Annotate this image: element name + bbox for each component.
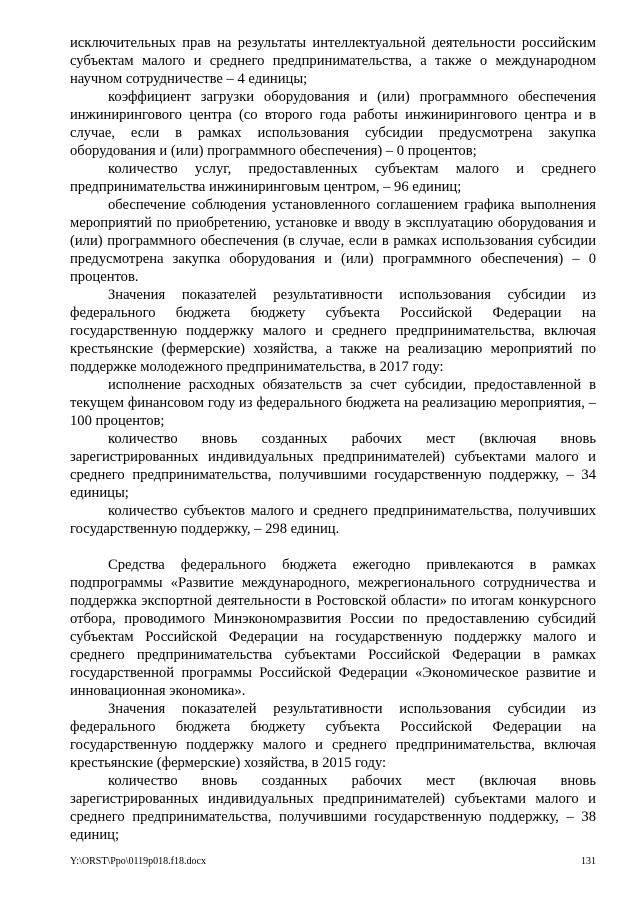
paragraph-services-count: количество услуг, предоставленных субъектам малого и среднего предпринимательства инжиниринговым центром, – 96 единиц; [70,161,596,195]
document-body [70,34,596,844]
paragraph-new-jobs-2015: количество вновь созданных рабочих мест (включая вновь зарегистрированных индивидуальных предпринимателей) субъектами малого и среднего предпринимательства, получившими государственную поддержку, – 38 единиц; [70,773,596,843]
paragraph-new-jobs-2017: количество вновь созданных рабочих мест (включая вновь зарегистрированных индивидуальных предпринимателей) субъектами малого и среднего предпринимательства, получившими государственную поддержку, – 34 единицы; [70,431,596,501]
paragraph-indicators-2015-intro: Значения показателей результативности использования субсидии из федерального бюджета бюджету субъекта Российской Федерации на государственную поддержку малого и среднего предпринимательства, включая крестьянские (фермерские) хозяйства, в 2015 году: [70,701,596,771]
paragraph-supported-entities: количество субъектов малого и среднего предпринимательства, получивших государственную поддержку, – 298 единиц. [70,503,596,537]
footer-file-path: Y:\ORST\Ppo\0119p018.f18.docx [70,856,206,867]
footer-page-number: 131 [581,856,596,867]
paragraph-expenditure-execution: исполнение расходных обязательств за счет субсидии, предоставленной в текущем финансовом году из федерального бюджета на реализацию мероприятия, – 100 процентов; [70,377,596,429]
paragraph-ip-rights-continuation: исключительных прав на результаты интеллектуальной деятельности российским субъектам малого и среднего предпринимательства, а также о международном научном сотрудничестве – 4 единицы; [70,35,596,87]
paragraph-schedule-compliance: обеспечение соблюдения установленного соглашением графика выполнения мероприятий по приобретению, установке и вводу в эксплуатацию оборудования и (или) программного обеспечения (в случае, если в рамках использования субсидии предусмотрена закупка оборудования и (или) программного обеспечения) – 0 процентов. [70,197,596,285]
paragraph-equipment-load-coefficient: коэффициент загрузки оборудования и (или) программного обеспечения инжинирингового центра (со второго года работы инжинирингового центра и в случае, если в рамках использования субсидии предусмотрена закупка оборудования и (или) программного обеспечения) – 0 процентов; [70,89,596,159]
paragraph-federal-funds: Средства федерального бюджета ежегодно привлекаются в рамках подпрограммы «Развитие международного, межрегионального сотрудничества и поддержка экспортной деятельности в Ростовской области» по итогам конкурсного отбора, проводимого Минэкономразвития России по предоставлению субсидий субъектам Российской Федерации на государственную поддержку малого и среднего предпринимательства субъектами Российской Федерации в рамках государственной программы Российской Федерации «Экономическое развитие и инновационная экономика». [70,557,596,699]
paragraph-gap [70,538,596,556]
paragraph-indicators-2017-intro: Значения показателей результативности использования субсидии из федерального бюджета бюджету субъекта Российской Федерации на государственную поддержку малого и среднего предпринимательства, включая крестьянские (фермерские) хозяйства, а также на реализацию мероприятий по поддержке молодежного предпринимательства, в 2017 году: [70,287,596,375]
